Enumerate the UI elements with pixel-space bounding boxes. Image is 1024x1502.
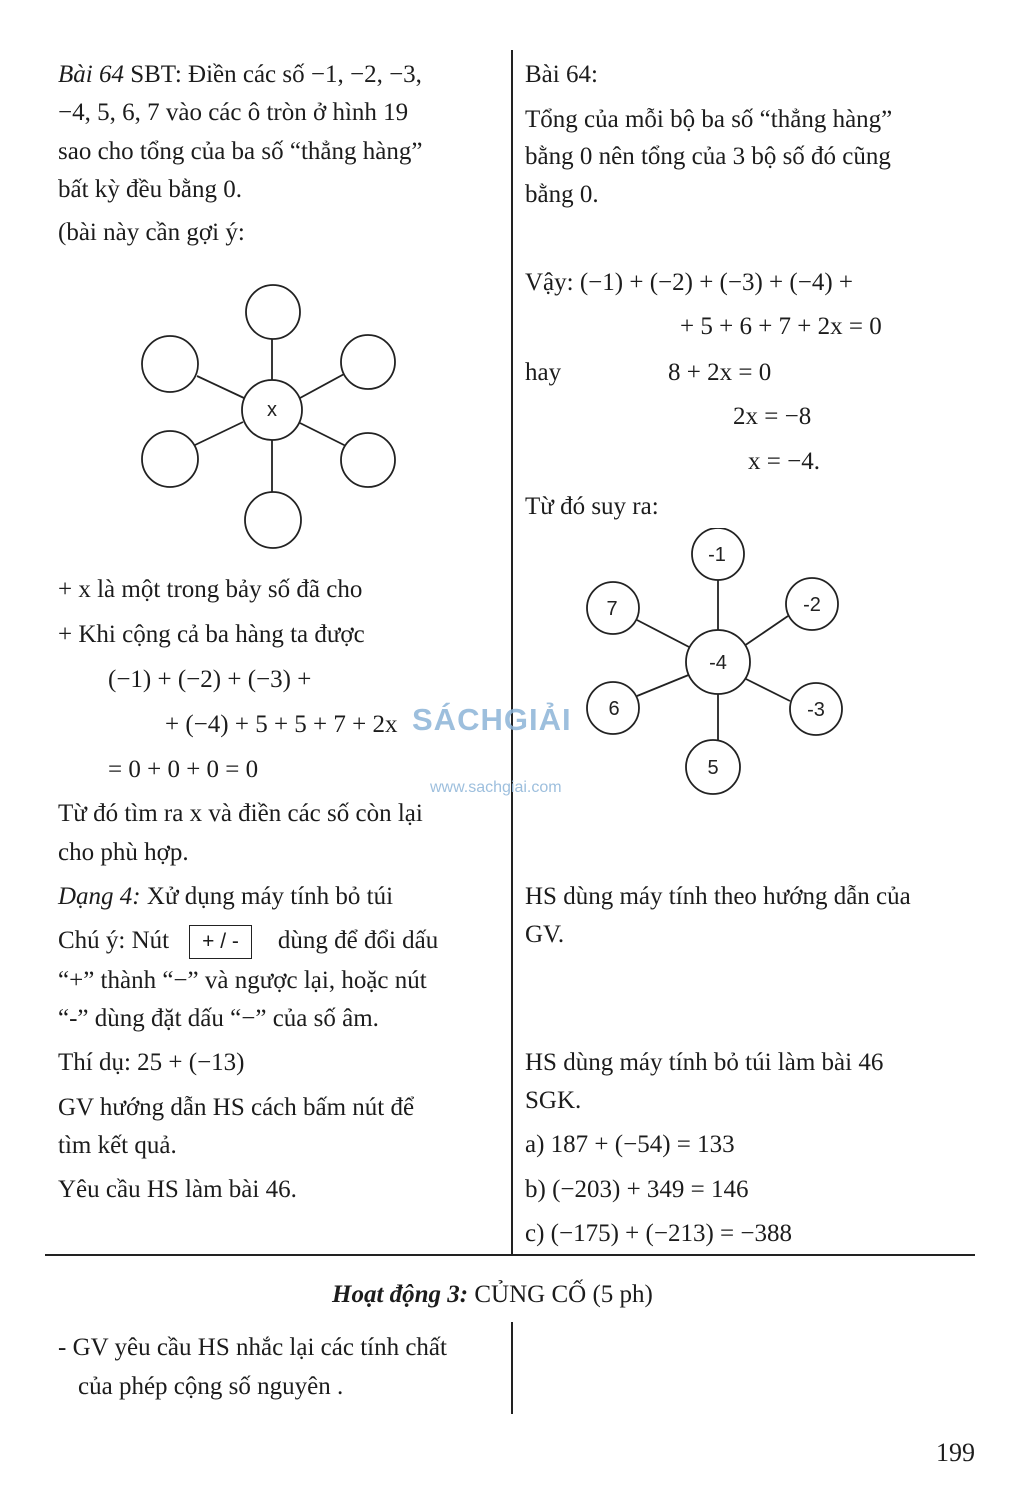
watermark-url: www.sachgiai.com — [430, 779, 562, 796]
solution-label-bottom-left: 6 — [608, 698, 620, 720]
star-diagram-empty — [130, 280, 410, 552]
empty-circle-top — [246, 285, 300, 339]
note-suffix: dùng để đổi dấu — [277, 927, 439, 954]
bullet-sum: + Khi cộng cả ba hàng ta được — [58, 621, 365, 648]
vay-line-1: Vậy: (−1) + (−2) + (−3) + (−4) + — [525, 269, 853, 296]
activity-title: CỦNG CỐ (5 ph) — [468, 1281, 653, 1308]
answer-b: b) (−203) + 349 = 146 — [525, 1176, 749, 1203]
hint-text: (bài này cần gợi ý: — [58, 219, 245, 246]
empty-circle-top-left — [142, 336, 198, 392]
hs-46-line-2: SGK. — [525, 1087, 582, 1114]
suy-ra-line: Từ đó suy ra: — [525, 493, 659, 520]
empty-circle-bottom-left — [142, 431, 198, 487]
note-line-3: “-” dùng đặt dấu “−” của số âm. — [58, 1005, 379, 1032]
watermark-brand: SÁCHGIẢI — [412, 702, 572, 737]
activity-gv-line-1: - GV yêu cầu HS nhắc lại các tính chất — [58, 1334, 447, 1361]
hs-calc-line-1: HS dùng máy tính theo hướng dẫn của — [525, 883, 911, 910]
dang-label: Dạng 4: — [58, 883, 141, 910]
column-divider-top — [511, 50, 513, 1254]
problem-title: Bài 64 — [58, 61, 124, 88]
equation-line-1: (−1) + (−2) + (−3) + — [108, 666, 312, 693]
note-prefix: Chú ý: Nút — [58, 927, 170, 954]
star-diagram-solution — [580, 528, 870, 800]
equation-line-2: + (−4) + 5 + 5 + 7 + 2x — [165, 711, 398, 738]
plus-minus-key: + / - — [189, 925, 252, 959]
dang-text: Xử dụng máy tính bỏ túi — [140, 883, 394, 910]
problem-text: SBT: Điền các số −1, −2, −3, — [123, 61, 422, 88]
activity-label: Hoạt động 3: — [332, 1281, 469, 1308]
problem-statement-line-3: sao cho tổng của ba số “thẳng hàng” — [58, 138, 423, 165]
right-title: Bài 64: — [525, 61, 598, 88]
equation-2x: 2x = −8 — [733, 403, 812, 430]
sum-line-3: bằng 0. — [525, 181, 599, 208]
hay-equation: 8 + 2x = 0 — [668, 359, 772, 386]
equation-x: x = −4. — [748, 448, 820, 475]
gv-guide-line-2: tìm kết quả. — [58, 1132, 177, 1159]
sum-line-2: bằng 0 nên tổng của 3 bộ số đó cũng — [525, 143, 891, 170]
solution-label-top: -1 — [708, 544, 726, 566]
problem-statement-line-1 — [58, 60, 422, 90]
solution-label-bottom: 5 — [707, 757, 719, 779]
solution-label-bottom-right: -3 — [807, 699, 825, 721]
center-label-x: x — [267, 399, 277, 421]
find-x-line-2: cho phù hợp. — [58, 839, 189, 866]
sum-line-1: Tổng của mỗi bộ ba số “thẳng hàng” — [525, 106, 893, 133]
answer-c: c) (−175) + (−213) = −388 — [525, 1220, 792, 1247]
note-line-2: “+” thành “−” và ngược lại, hoặc nút — [58, 967, 427, 994]
solution-label-top-left: 7 — [606, 598, 618, 620]
problem-statement-line-2: −4, 5, 6, 7 vào các ô tròn ở hình 19 — [58, 99, 409, 126]
hay-label: hay — [525, 359, 562, 386]
activity-gv-line-2: của phép cộng số nguyên . — [78, 1373, 344, 1400]
gv-guide-line-1: GV hướng dẫn HS cách bấm nút để — [58, 1094, 415, 1121]
section-divider — [45, 1254, 975, 1256]
answer-a: a) 187 + (−54) = 133 — [525, 1131, 735, 1158]
bullet-x: + x là một trong bảy số đã cho — [58, 576, 363, 603]
problem-statement-line-4: bất kỳ đều bằng 0. — [58, 176, 242, 203]
page-number: 199 — [936, 1438, 975, 1467]
calculator-heading — [58, 882, 393, 912]
solution-label-center: -4 — [709, 652, 727, 674]
equation-line-3: = 0 + 0 + 0 = 0 — [108, 756, 259, 783]
solution-label-top-right: -2 — [803, 594, 821, 616]
hs-46-line-1: HS dùng máy tính bỏ túi làm bài 46 — [525, 1049, 884, 1076]
empty-circle-bottom — [245, 492, 301, 548]
vay-line-2: + 5 + 6 + 7 + 2x = 0 — [680, 313, 882, 340]
note-line-1 — [58, 925, 438, 959]
empty-circle-top-right — [341, 335, 395, 389]
example-line: Thí dụ: 25 + (−13) — [58, 1049, 245, 1076]
find-x-line-1: Từ đó tìm ra x và điền các số còn lại — [58, 800, 423, 827]
empty-circle-bottom-right — [341, 433, 395, 487]
hs-calc-line-2: GV. — [525, 921, 565, 948]
request-line: Yêu cầu HS làm bài 46. — [58, 1176, 297, 1203]
activity-heading — [332, 1280, 653, 1310]
column-divider-bottom — [511, 1322, 513, 1414]
